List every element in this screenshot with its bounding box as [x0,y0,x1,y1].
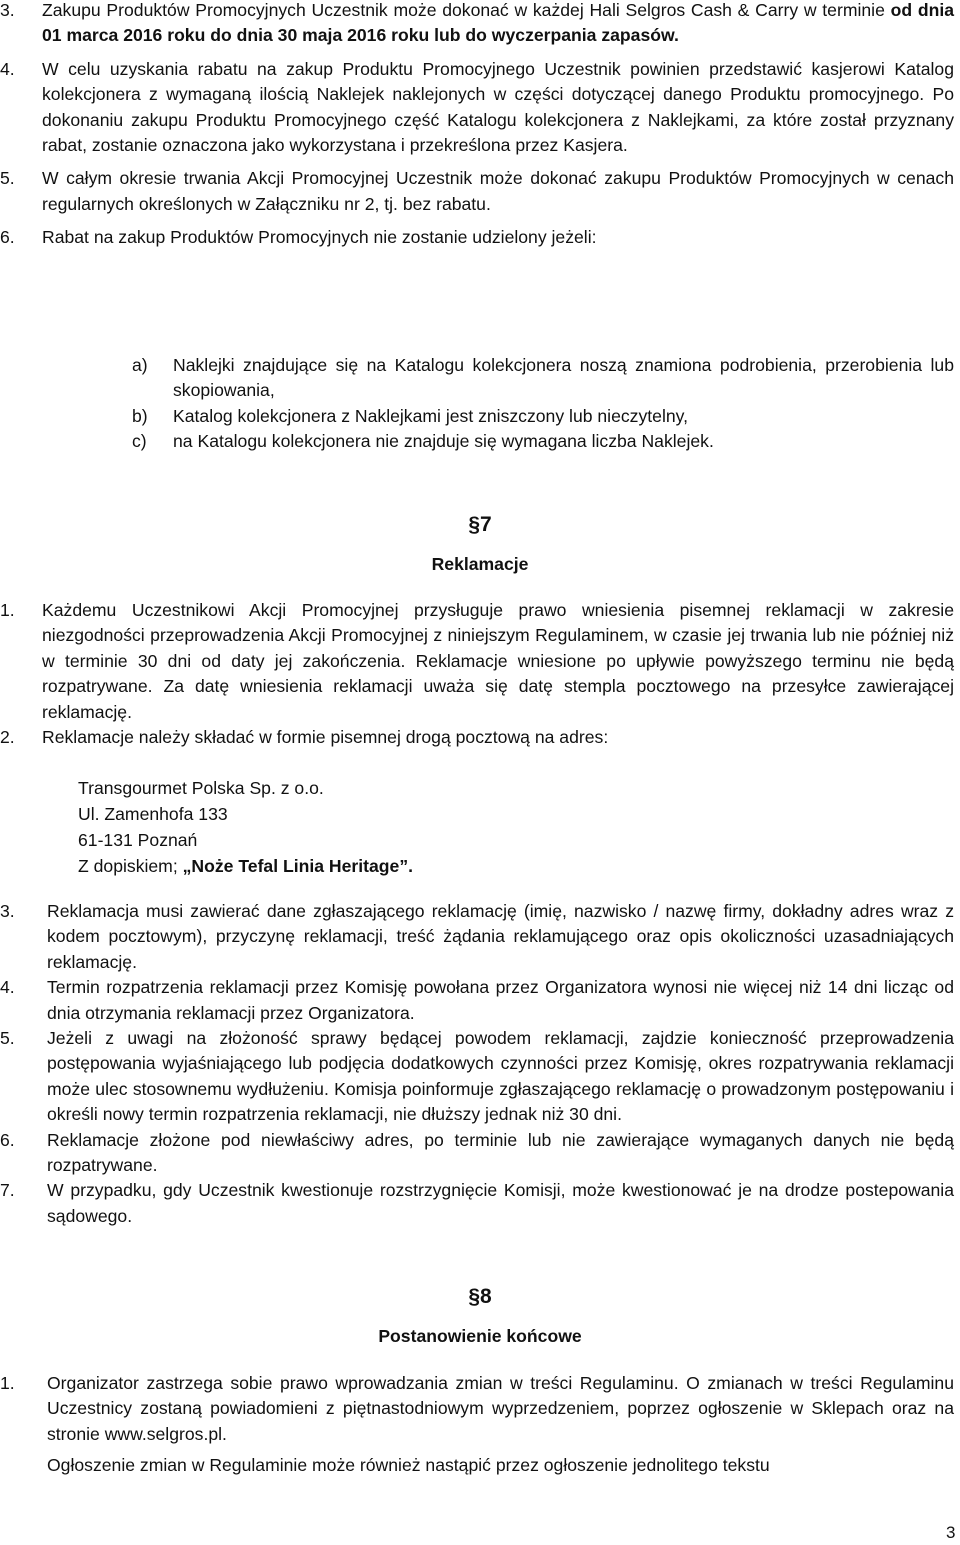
item-number: 1. [0,1373,15,1393]
section-7-number: §7 [468,513,492,536]
item-text: Każdemu Uczestnikowi Akcji Promocyjnej przysługuje prawo wniesienia pisemnej reklamacji w zakresie niezgodności przeprowadzenia Akcji Promocyjnej z niniejszym Regulaminem, w czasie jej trwania lub nie później niż w terminie 30 dni od daty jej zakończenia. Reklamacje wniesione po upływie powyższego terminu nie będą rozpatrywane. Za datę wniesienia reklamacji uważa się datę stempla pocztowego na przesyłce zawierającej reklamację. [42,600,954,722]
address-note [78,854,413,880]
item-number: 5. [0,1028,15,1049]
promo-conditions-list [0,0,954,251]
list-item [0,1371,954,1447]
item-text: Katalog kolekcjonera z Naklejkami jest zniszczony lub nieczytelny, [173,405,689,426]
item-text: W celu uzyskania rabatu na zakup Produktu Promocyjnego Uczestnik powinien przedstawić kasjerowi Katalog kolekcjonera z wymaganą ilością Naklejek naklejonych w części dotyczącej danego Produktu promocyjnego. Po dokonaniu zakupu Produktu Promocyjnego część Katalogu kolekcjonera z Naklejkami, za które został przyznany rabat, zostanie oznaczona jako wykorzystana i przekreślona przez Kasjera. [42,58,954,156]
item-number: 4. [0,977,15,998]
item-text: Reklamacje złożone pod niewłaściwy adres, po terminie lub nie zawierające wymaganych danych nie będą rozpatrywane. [47,1129,954,1176]
item-text: Termin rozpatrzenia reklamacji przez Komisję powołana przez Organizatora wynosi nie więcej niż 14 dni licząc od dnia otrzymania reklamacji przez Organizatora. [47,977,954,1023]
item-label: b) [132,405,148,426]
section-8-number: §8 [468,1285,492,1308]
list-item [132,429,954,454]
item-number: 3. [0,0,15,20]
address-note-value: „Noże Tefal Linia Heritage”. [182,856,414,876]
page-number: 3 [946,1523,956,1542]
item-number: 5. [0,168,15,189]
list-item [0,725,954,750]
item-text: Reklamacje należy składać w formie pisemnej drogą pocztową na adres: [42,727,609,748]
list-item [0,598,954,725]
item-number: 3. [0,901,15,921]
final-paragraph: Ogłoszenie zmian w Regulaminie może również nastąpić przez ogłoszenie jednolitego tekstu [47,1455,770,1475]
item-number: 1. [0,600,15,620]
list-item [0,225,954,250]
item-label: a) [132,355,148,375]
final-provisions-list [0,1371,954,1447]
section-8-title: Postanowienie końcowe [378,1326,582,1346]
item-text: W całym okresie trwania Akcji Promocyjnej Uczestnik może dokonać zakupu Produktów Promocyjnych w cenach regularnych określonych w Załączniku nr 2, tj. bez rabatu. [42,168,954,214]
list-item [0,1178,954,1229]
item-text: Reklamacja musi zawierać dane zgłaszającego reklamację (imię, nazwisko / nazwę firmy, dokładny adres wraz z kodem pocztowym), przyczynę reklamacji, treść żądania reklamującego oraz opis okoliczności uzasadniających reklamację. [47,901,954,972]
address-city: 61-131 Poznań [78,830,198,850]
list-item [0,1026,954,1128]
item-text: Zakupu Produktów Promocyjnych Uczestnik może dokonać w każdej Hali Selgros Cash & Carry w terminie [42,0,891,20]
list-item [132,353,954,404]
list-item [0,975,954,1026]
address-note-label: Z dopiskiem; [78,856,183,876]
address-company: Transgourmet Polska Sp. z o.o. [78,778,324,798]
item-number: 6. [0,227,15,248]
complaints-list-a [0,598,954,750]
list-item [0,1128,954,1179]
complaints-list-b [0,899,954,1229]
item-text: Naklejki znajdujące się na Katalogu kolekcjonera noszą znamiona podrobienia, przerobienia lub skopiowania, [173,355,954,401]
item-text: Organizator zastrzega sobie prawo wprowadzania zmian w treści Regulaminu. O zmianach w treści Regulaminu Uczestnicy zostaną powiadomieni z piętnastodniowym wyprzedzeniem, poprzez ogłoszenie w Sklepach oraz na stronie www.selgros.pl. [47,1373,954,1444]
section-7-title: Reklamacje [431,554,529,574]
list-item [0,899,954,975]
list-item [0,57,954,159]
mailing-address [78,776,413,880]
item-number: 2. [0,727,15,748]
discount-exclusions-list [132,353,954,455]
item-number: 6. [0,1129,15,1150]
promo-period: od dnia 01 marca 2016 roku do dnia 30 maja 2016 roku lub do wyczerpania zapasów. [42,0,954,46]
item-text: na Katalogu kolekcjonera nie znajduje się wymagana liczba Naklejek. [173,431,714,452]
item-text: Rabat na zakup Produktów Promocyjnych nie zostanie udzielony jeżeli: [42,227,597,248]
item-text: Jeżeli z uwagi na złożoność sprawy będącej powodem reklamacji, zajdzie konieczność przeprowadzenia postępowania wyjaśniającego lub podjęcia dodatkowych czynności przez Komisję, okres rozpatrywania reklamacji może ulec stosownemu wydłużeniu. Komisja poinformuje zgłaszającego reklamację o prowadzonym postępowaniu i określi nowy termin rozpatrzenia reklamacji, nie dłuższy jednak niż 30 dni. [47,1028,954,1125]
list-item [132,404,954,429]
item-text: W przypadku, gdy Uczestnik kwestionuje rozstrzygnięcie Komisji, może kwestionować je na drodze postepowania sądowego. [47,1180,954,1226]
list-item [0,0,954,49]
item-number: 7. [0,1180,15,1201]
item-label: c) [132,431,147,452]
list-item [0,166,954,217]
item-number: 4. [0,58,15,79]
address-street: Ul. Zamenhofa 133 [78,804,228,824]
